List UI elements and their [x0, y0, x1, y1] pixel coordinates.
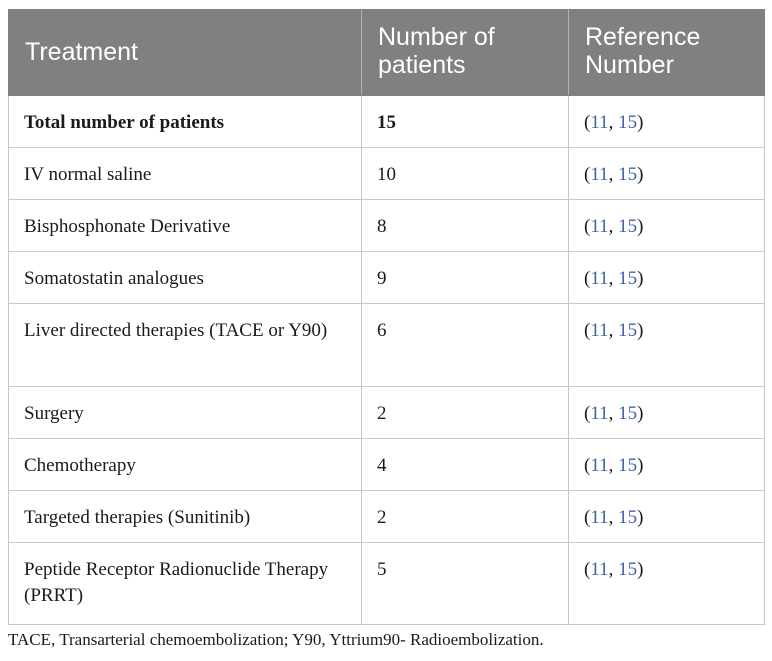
count-cell: 8: [362, 200, 569, 252]
count-cell: 5: [362, 543, 569, 625]
reference-cell: (11, 15): [569, 200, 765, 252]
reference-link[interactable]: 11: [590, 507, 609, 528]
reference-link[interactable]: 11: [590, 164, 609, 185]
table-row: [9, 96, 765, 148]
count-cell: 15: [362, 96, 569, 148]
reference-link[interactable]: 11: [590, 403, 609, 424]
treatment-cell: Surgery: [9, 387, 362, 439]
reference-cell: (11, 15): [569, 148, 765, 200]
reference-link[interactable]: 15: [618, 164, 638, 185]
header-row: [9, 10, 765, 96]
count-cell: 10: [362, 148, 569, 200]
header-treatment: Treatment: [9, 10, 362, 96]
reference-cell: (11, 15): [569, 439, 765, 491]
reference-link[interactable]: 11: [590, 268, 609, 289]
count-cell: 4: [362, 439, 569, 491]
table-row: [9, 148, 765, 200]
reference-cell: (11, 15): [569, 543, 765, 625]
table-header: [9, 10, 765, 96]
reference-link[interactable]: 15: [618, 268, 638, 289]
treatment-cell: Chemotherapy: [9, 439, 362, 491]
table-row: [9, 491, 765, 543]
reference-link[interactable]: 11: [590, 455, 609, 476]
treatment-cell: Bisphosphonate Derivative: [9, 200, 362, 252]
count-cell: 9: [362, 252, 569, 304]
reference-link[interactable]: 15: [618, 112, 638, 133]
treatment-cell: Liver directed therapies (TACE or Y90): [9, 304, 362, 387]
count-cell: 2: [362, 387, 569, 439]
table-row: [9, 387, 765, 439]
header-number-of-patients: Number of patients: [362, 10, 569, 96]
reference-link[interactable]: 15: [618, 403, 638, 424]
table-row: [9, 439, 765, 491]
reference-cell: (11, 15): [569, 252, 765, 304]
reference-link[interactable]: 15: [618, 216, 638, 237]
reference-link[interactable]: 11: [590, 112, 609, 133]
treatment-cell: Peptide Receptor Radionuclide Therapy (PRRT): [9, 543, 362, 625]
table-row: [9, 543, 765, 625]
reference-link[interactable]: 15: [618, 559, 638, 580]
reference-link[interactable]: 11: [590, 559, 609, 580]
reference-cell: (11, 15): [569, 491, 765, 543]
reference-link[interactable]: 15: [618, 507, 638, 528]
treatment-cell: Targeted therapies (Sunitinib): [9, 491, 362, 543]
count-cell: 2: [362, 491, 569, 543]
table-row: [9, 304, 765, 387]
table-row: [9, 200, 765, 252]
treatment-cell: Somatostatin analogues: [9, 252, 362, 304]
treatment-cell: Total number of patients: [9, 96, 362, 148]
treatment-table: [8, 9, 765, 625]
reference-link[interactable]: 15: [618, 320, 638, 341]
table-row: [9, 252, 765, 304]
treatment-cell: IV normal saline: [9, 148, 362, 200]
reference-cell: (11, 15): [569, 387, 765, 439]
table-body: [9, 96, 765, 625]
table-footnote: TACE, Transarterial chemoembolization; Y90, Yttrium90- Radioembolization.: [8, 630, 544, 649]
count-cell: 6: [362, 304, 569, 387]
reference-link[interactable]: 15: [618, 455, 638, 476]
reference-cell: (11, 15): [569, 304, 765, 387]
reference-cell: (11, 15): [569, 96, 765, 148]
reference-link[interactable]: 11: [590, 216, 609, 237]
header-reference-number: Reference Number: [569, 10, 765, 96]
reference-link[interactable]: 11: [590, 320, 609, 341]
